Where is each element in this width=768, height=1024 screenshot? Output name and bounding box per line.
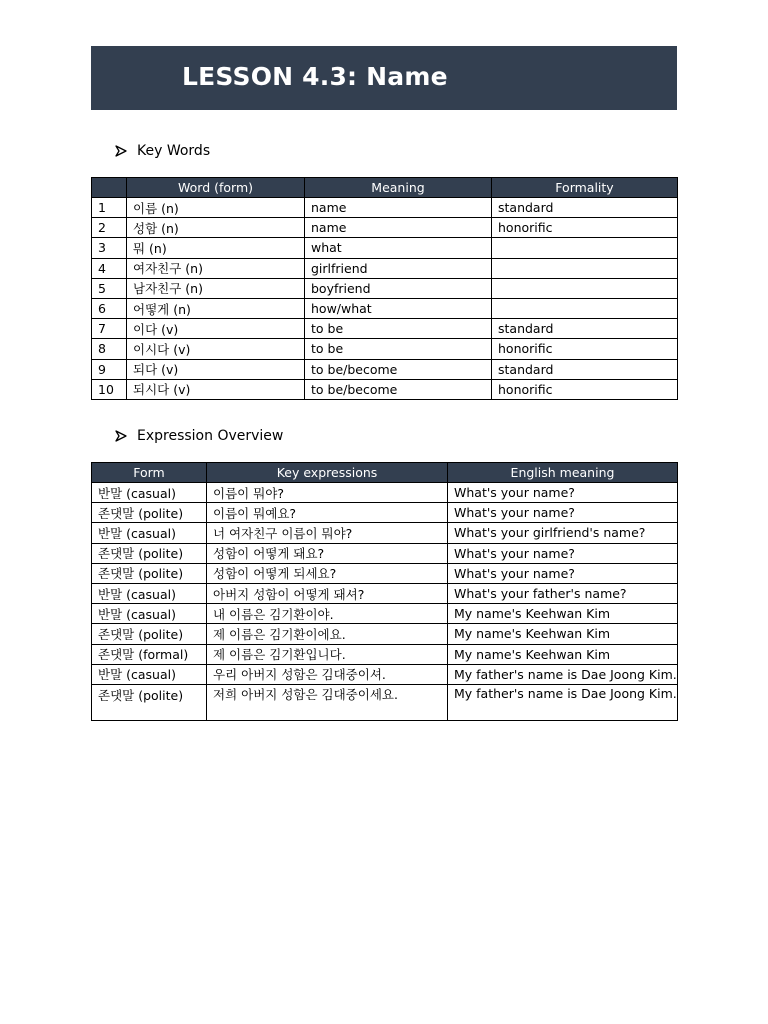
column-header: Meaning (305, 178, 492, 198)
table-row (92, 523, 678, 543)
table-cell: girlfriend (305, 258, 492, 278)
table-cell: how/what (305, 298, 492, 318)
column-header: Form (92, 463, 207, 483)
column-header (92, 178, 127, 198)
table-cell: 8 (92, 339, 127, 359)
table-cell: My name's Keehwan Kim (448, 624, 678, 644)
table-row (92, 624, 678, 644)
table-cell: to be/become (305, 359, 492, 379)
table-cell: 존댓말 (polite) (92, 563, 207, 583)
table-row (92, 319, 678, 339)
table-cell: 성함이 어떻게 돼요? (207, 543, 448, 563)
table-cell: 존댓말 (polite) (92, 503, 207, 523)
table-cell: name (305, 218, 492, 238)
table-row (92, 198, 678, 218)
table-row (92, 218, 678, 238)
table-cell: 되다 (v) (127, 359, 305, 379)
table-row (92, 298, 678, 318)
table-cell: 이름 (n) (127, 198, 305, 218)
table-cell: 반말 (casual) (92, 583, 207, 603)
table-header-row (92, 178, 678, 198)
table-cell: 어떻게 (n) (127, 298, 305, 318)
table-cell: honorific (492, 379, 678, 399)
table-cell: 1 (92, 198, 127, 218)
table-cell: 반말 (casual) (92, 483, 207, 503)
table-cell: My father's name is Dae Joong Kim. (448, 684, 678, 720)
table-cell: 존댓말 (polite) (92, 543, 207, 563)
table-cell: 존댓말 (polite) (92, 684, 207, 720)
table-row (92, 503, 678, 523)
table-cell (492, 258, 678, 278)
table-cell: My father's name is Dae Joong Kim. (448, 664, 678, 684)
table-cell: 우리 아버지 성함은 김대중이셔. (207, 664, 448, 684)
table-cell: 7 (92, 319, 127, 339)
table-cell: 너 여자친구 이름이 뭐야? (207, 523, 448, 543)
table-cell: 10 (92, 379, 127, 399)
table-row (92, 359, 678, 379)
table-cell: 되시다 (v) (127, 379, 305, 399)
table-cell (492, 278, 678, 298)
column-header: Word (form) (127, 178, 305, 198)
table-row (92, 644, 678, 664)
expression-overview-heading-label: Expression Overview (137, 428, 284, 444)
table-cell: My name's Keehwan Kim (448, 604, 678, 624)
table-row (92, 339, 678, 359)
table-cell: 성함 (n) (127, 218, 305, 238)
table-cell: to be (305, 339, 492, 359)
table-cell: 뭐 (n) (127, 238, 305, 258)
table-cell: honorific (492, 218, 678, 238)
table-cell: standard (492, 319, 678, 339)
table-cell (492, 238, 678, 258)
table-cell: honorific (492, 339, 678, 359)
table-row (92, 583, 678, 603)
table-row (92, 278, 678, 298)
title-banner (91, 46, 677, 110)
table-cell: 아버지 성함이 어떻게 돼셔? (207, 583, 448, 603)
table-cell: 반말 (casual) (92, 664, 207, 684)
table-cell: 제 이름은 김기환입니다. (207, 644, 448, 664)
table-cell: 내 이름은 김기환이야. (207, 604, 448, 624)
table-cell: What's your name? (448, 503, 678, 523)
table-cell: 반말 (casual) (92, 604, 207, 624)
table-row (92, 684, 678, 720)
table-row (92, 379, 678, 399)
table-cell: 3 (92, 238, 127, 258)
table-cell: What's your name? (448, 563, 678, 583)
table-cell: boyfriend (305, 278, 492, 298)
key-words-heading-label: Key Words (137, 143, 211, 159)
key-words-heading (115, 141, 210, 161)
table-cell: What's your name? (448, 543, 678, 563)
table-row (92, 543, 678, 563)
expression-overview-table (91, 462, 678, 721)
table-cell: 이다 (v) (127, 319, 305, 339)
table-cell: 저희 아버지 성함은 김대중이세요. (207, 684, 448, 720)
table-cell: 반말 (casual) (92, 523, 207, 543)
column-header: Key expressions (207, 463, 448, 483)
key-words-table (91, 177, 678, 400)
table-cell: 4 (92, 258, 127, 278)
table-cell: What's your name? (448, 483, 678, 503)
table-cell: name (305, 198, 492, 218)
expression-overview-heading (115, 426, 283, 446)
table-cell: to be/become (305, 379, 492, 399)
arrow-bullet-icon (115, 145, 127, 157)
column-header: Formality (492, 178, 678, 198)
table-cell: 존댓말 (formal) (92, 644, 207, 664)
table-cell: to be (305, 319, 492, 339)
table-cell (492, 298, 678, 318)
table-cell: 성함이 어떻게 되세요? (207, 563, 448, 583)
table-cell: what (305, 238, 492, 258)
arrow-bullet-icon (115, 430, 127, 442)
table-header-row (92, 463, 678, 483)
table-row (92, 604, 678, 624)
table-cell: 이름이 뭐야? (207, 483, 448, 503)
table-cell: 남자친구 (n) (127, 278, 305, 298)
table-cell: standard (492, 359, 678, 379)
column-header: English meaning (448, 463, 678, 483)
table-row (92, 258, 678, 278)
table-cell: 2 (92, 218, 127, 238)
table-cell: 이름이 뭐예요? (207, 503, 448, 523)
table-cell: 존댓말 (polite) (92, 624, 207, 644)
table-cell: 여자친구 (n) (127, 258, 305, 278)
table-cell: 제 이름은 김기환이에요. (207, 624, 448, 644)
table-row (92, 238, 678, 258)
page-title: LESSON 4.3: Name (182, 62, 448, 91)
table-cell: standard (492, 198, 678, 218)
table-cell: 6 (92, 298, 127, 318)
table-cell: 이시다 (v) (127, 339, 305, 359)
table-cell: What's your girlfriend's name? (448, 523, 678, 543)
table-row (92, 664, 678, 684)
table-cell: What's your father's name? (448, 583, 678, 603)
table-cell: 5 (92, 278, 127, 298)
table-cell: 9 (92, 359, 127, 379)
table-cell: My name's Keehwan Kim (448, 644, 678, 664)
table-row (92, 483, 678, 503)
table-row (92, 563, 678, 583)
